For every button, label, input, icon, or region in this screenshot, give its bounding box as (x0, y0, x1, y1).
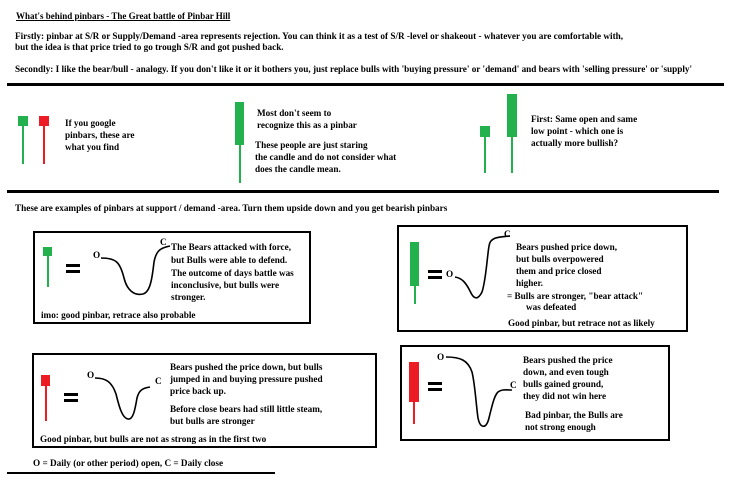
staring-text-1: These people are just staring (255, 140, 368, 150)
first-text-1: First: Same open and same (531, 114, 638, 124)
staring-text-3: does the candle mean. (255, 164, 341, 174)
google-text-3: what you find (65, 142, 120, 152)
legend: O = Daily (or other period) open, C = Daily close (33, 458, 224, 468)
box1-open-label: O (93, 250, 101, 260)
intro-line-3: Secondly: I like the bear/bull - analogy. If you don't like it or it bothers you, just replace bulls with 'buying pressure' or 'demand' and bears with 'selling pressure' or 'supply' (15, 64, 693, 74)
box2-extra-1: = Bulls are stronger, "bear attack" (507, 291, 644, 301)
box4-text-2: down, and even tough (523, 367, 609, 377)
box4-extra-1: Bad pinbar, the Bulls are (525, 410, 623, 420)
box2-text-1: Bears pushed price down, (516, 242, 618, 252)
box2-text-2: but bulls overpowered (516, 254, 604, 264)
box1-text-2: but Bulls were able to defend. (171, 255, 288, 265)
first-text-3: actually more bullish? (531, 138, 619, 148)
legend-underline (7, 472, 275, 474)
box4-close-label: C (510, 380, 517, 390)
box4-extra-2: not strong enough (525, 422, 596, 432)
box3-extra-1: Before close bears had still little steam, (170, 404, 323, 414)
box2-extra-2: was defeated (526, 302, 577, 312)
staring-text-2: the candle and do not consider what (255, 152, 397, 162)
box2-close-label: C (504, 229, 511, 239)
box2-open-label: O (446, 269, 454, 279)
box3-text-1: Bears pushed the price down, but bulls (170, 362, 323, 372)
box3-open-label: O (87, 370, 95, 380)
intro-line-2: but the idea is that price tried to go trough S/R and got pushed back. (15, 42, 284, 52)
box1-close-label: C (160, 237, 167, 247)
box4-text-4: they did not win here (523, 391, 607, 401)
intro-line-1: Firstly: pinbar at S/R or Supply/Demand -area represents rejection. You can think it as a test of S/R -level or shakeout - whatever you are comfortable with, (15, 31, 624, 41)
page-title: What's behind pinbars - The Great battle of Pinbar Hill (16, 11, 231, 21)
box3-text-3: price back up. (170, 386, 226, 396)
box2-text-3: them and price closed (516, 266, 602, 276)
box3-extra-2: but bulls are stronger (170, 416, 255, 426)
box1-text-1: The Bears attacked with force, (171, 242, 292, 252)
box1-text-5: stronger. (171, 292, 206, 302)
box2-footer: Good pinbar, but retrace not as likely (508, 318, 655, 328)
recognize-text-2: recognize this as a pinbar (257, 120, 357, 130)
box4-text-3: bulls gained ground, (523, 379, 604, 389)
google-text-2: pinbars, these are (65, 130, 135, 140)
box1-text-4: inconclusive, but bulls were (171, 280, 280, 290)
box1-text-3: The outcome of days battle was (171, 268, 294, 278)
box3-footer: Good pinbar, but bulls are not as strong as in the first two (40, 434, 267, 444)
google-text-1: If you google (65, 118, 116, 128)
recognize-text-1: Most don't seem to (257, 108, 332, 118)
examples-heading: These are examples of pinbars at support / demand -area. Turn them upside down and you get bearish pinbars (15, 203, 448, 213)
box4-text-1: Bears pushed the price (523, 355, 613, 365)
box4-open-label: O (437, 352, 445, 362)
box1-footer: imo: good pinbar, retrace also probable (41, 310, 196, 320)
first-text-2: low point - which one is (531, 126, 624, 136)
box2-text-4: higher. (516, 278, 543, 288)
box3-text-2: jumped in and buying pressure pushed (170, 374, 323, 384)
box3-close-label: C (155, 376, 162, 386)
